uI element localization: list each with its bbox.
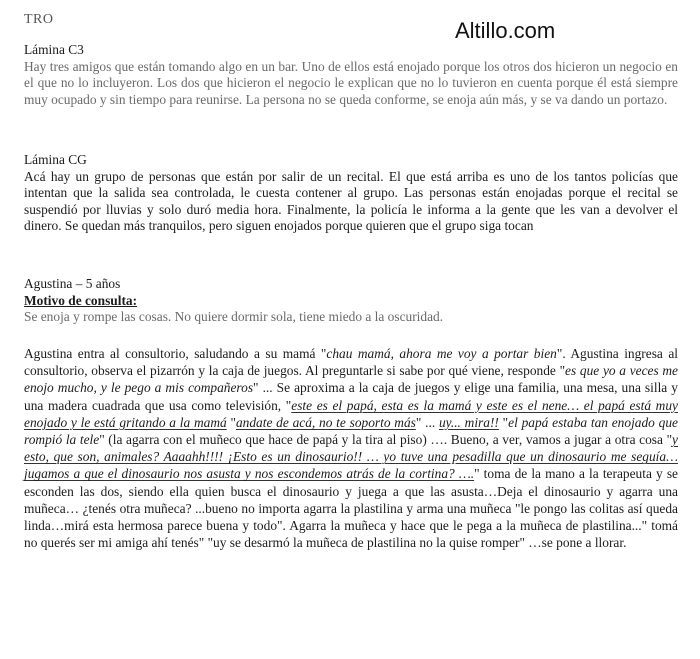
- section-case: [24, 276, 678, 326]
- narrative-segment: " ... Se aproxima a la caja de juegos y elige una familia, una mesa, una silla y una madera cuadrada que usa como televisión, ": [24, 380, 678, 413]
- lamina-c3-text: Hay tres amigos que están tomando algo en un bar. Uno de ellos está enojado porque los otros dos hicieron un negocio en el que no lo incluyeron. Los dos que hicieron el negocio le explican que no lo tuvieron en cuenta porque él está siempre muy ocupado y sin tiempo para reunirse. La persona no se queda conforme, se enoja aún más, y se va dando un portazo.: [24, 58, 678, 107]
- narrative-segment: " toma de la mano a la terapeuta y se esconden las dos, siendo ella quien busca el dinosaurio y juega a que las asusta…Deja el dinosaurio y agarra una muñeca… ¿tenés otra muñeca? ...bueno no importa agarra la plastilina y arma una muñeca "le pongo las colitas así queda linda…mirá esta hermosa parece buena y todo". Agarra la muñeca y hace que le pega a la muñeca de plastilina..." tomá no querés ser mi amiga ahí tenés" "uy se desarmó la muñeca de plastilina no la quise romper" …se pone a llorar.: [24, 466, 678, 551]
- narrative-segment: " ...: [415, 414, 439, 430]
- session-narrative: [24, 345, 678, 551]
- child-quote: chau mamá, ahora me voy a portar bien: [326, 346, 557, 361]
- lamina-cg-title: Lámina CG: [24, 152, 87, 167]
- child-quote: andate de acá, no te soporto más: [235, 414, 416, 430]
- motivo-label: Motivo de consulta:: [24, 292, 138, 308]
- lamina-cg-text: Acá hay un grupo de personas que están por salir de un recital. El que está arriba es uno de los tantos policías que intentan que la salida sea controlada, le cuesta contener al grupo. Las personas están enojadas porque el recital se suspendió por lluvias y solo duró media hora. Finalmente, la policía le informa a la gente que les van a devolver el dinero. Se quedan más tranquilos, pero siguen enojados porque quieren que el grupo siga tocan: [24, 168, 678, 233]
- child-quote: el papá estaba tan enojado que rompió la tele: [24, 414, 678, 448]
- child-quote: y esto, que son, animales? Aaaahh!!!! ¡Esto es un dinosaurio!! … yo tuve una pesadilla que un dinosaurio me seguía… jugamos a que el dinosaurio nos asusta y nos escondemos atrás de la cortina? ….: [24, 432, 678, 482]
- section-narrative: [24, 345, 678, 551]
- motivo-text: Se enoja y rompe las cosas. No quiere dormir sola, tiene miedo a la oscuridad.: [24, 309, 444, 324]
- narrative-segment: ": [498, 414, 509, 430]
- document-code: TRO: [24, 12, 54, 27]
- narrative-segment: " (la agarra con el muñeco que hace de papá y la tira al piso) …. Bueno, a ver, vamos a jugar a otra cosa ": [99, 432, 673, 448]
- narrative-segment: Agustina entra al consultorio, saludando a su mamá ": [24, 346, 327, 361]
- site-watermark: Altillo.com: [455, 18, 556, 43]
- section-lamina-cg: [24, 152, 678, 235]
- child-quote: este es el papá, esta es la mamá y este es el nene… el papá está muy enojado y le está gritando a la mamá: [24, 397, 678, 430]
- child-quote: es que yo a veces me enojo mucho, y le pego a mis compañeros: [24, 363, 678, 396]
- narrative-segment: ". Agustina ingresa al consultorio, observa el pizarrón y la caja de juegos. Al preguntarle si sabe por qué viene, responde ": [24, 346, 678, 379]
- child-quote: uy... mira!!: [438, 414, 499, 430]
- lamina-c3-title: Lámina C3: [24, 42, 84, 57]
- narrative-segment: ": [226, 414, 236, 430]
- patient-label: Agustina – 5 años: [24, 276, 121, 291]
- section-lamina-c3: [24, 42, 678, 108]
